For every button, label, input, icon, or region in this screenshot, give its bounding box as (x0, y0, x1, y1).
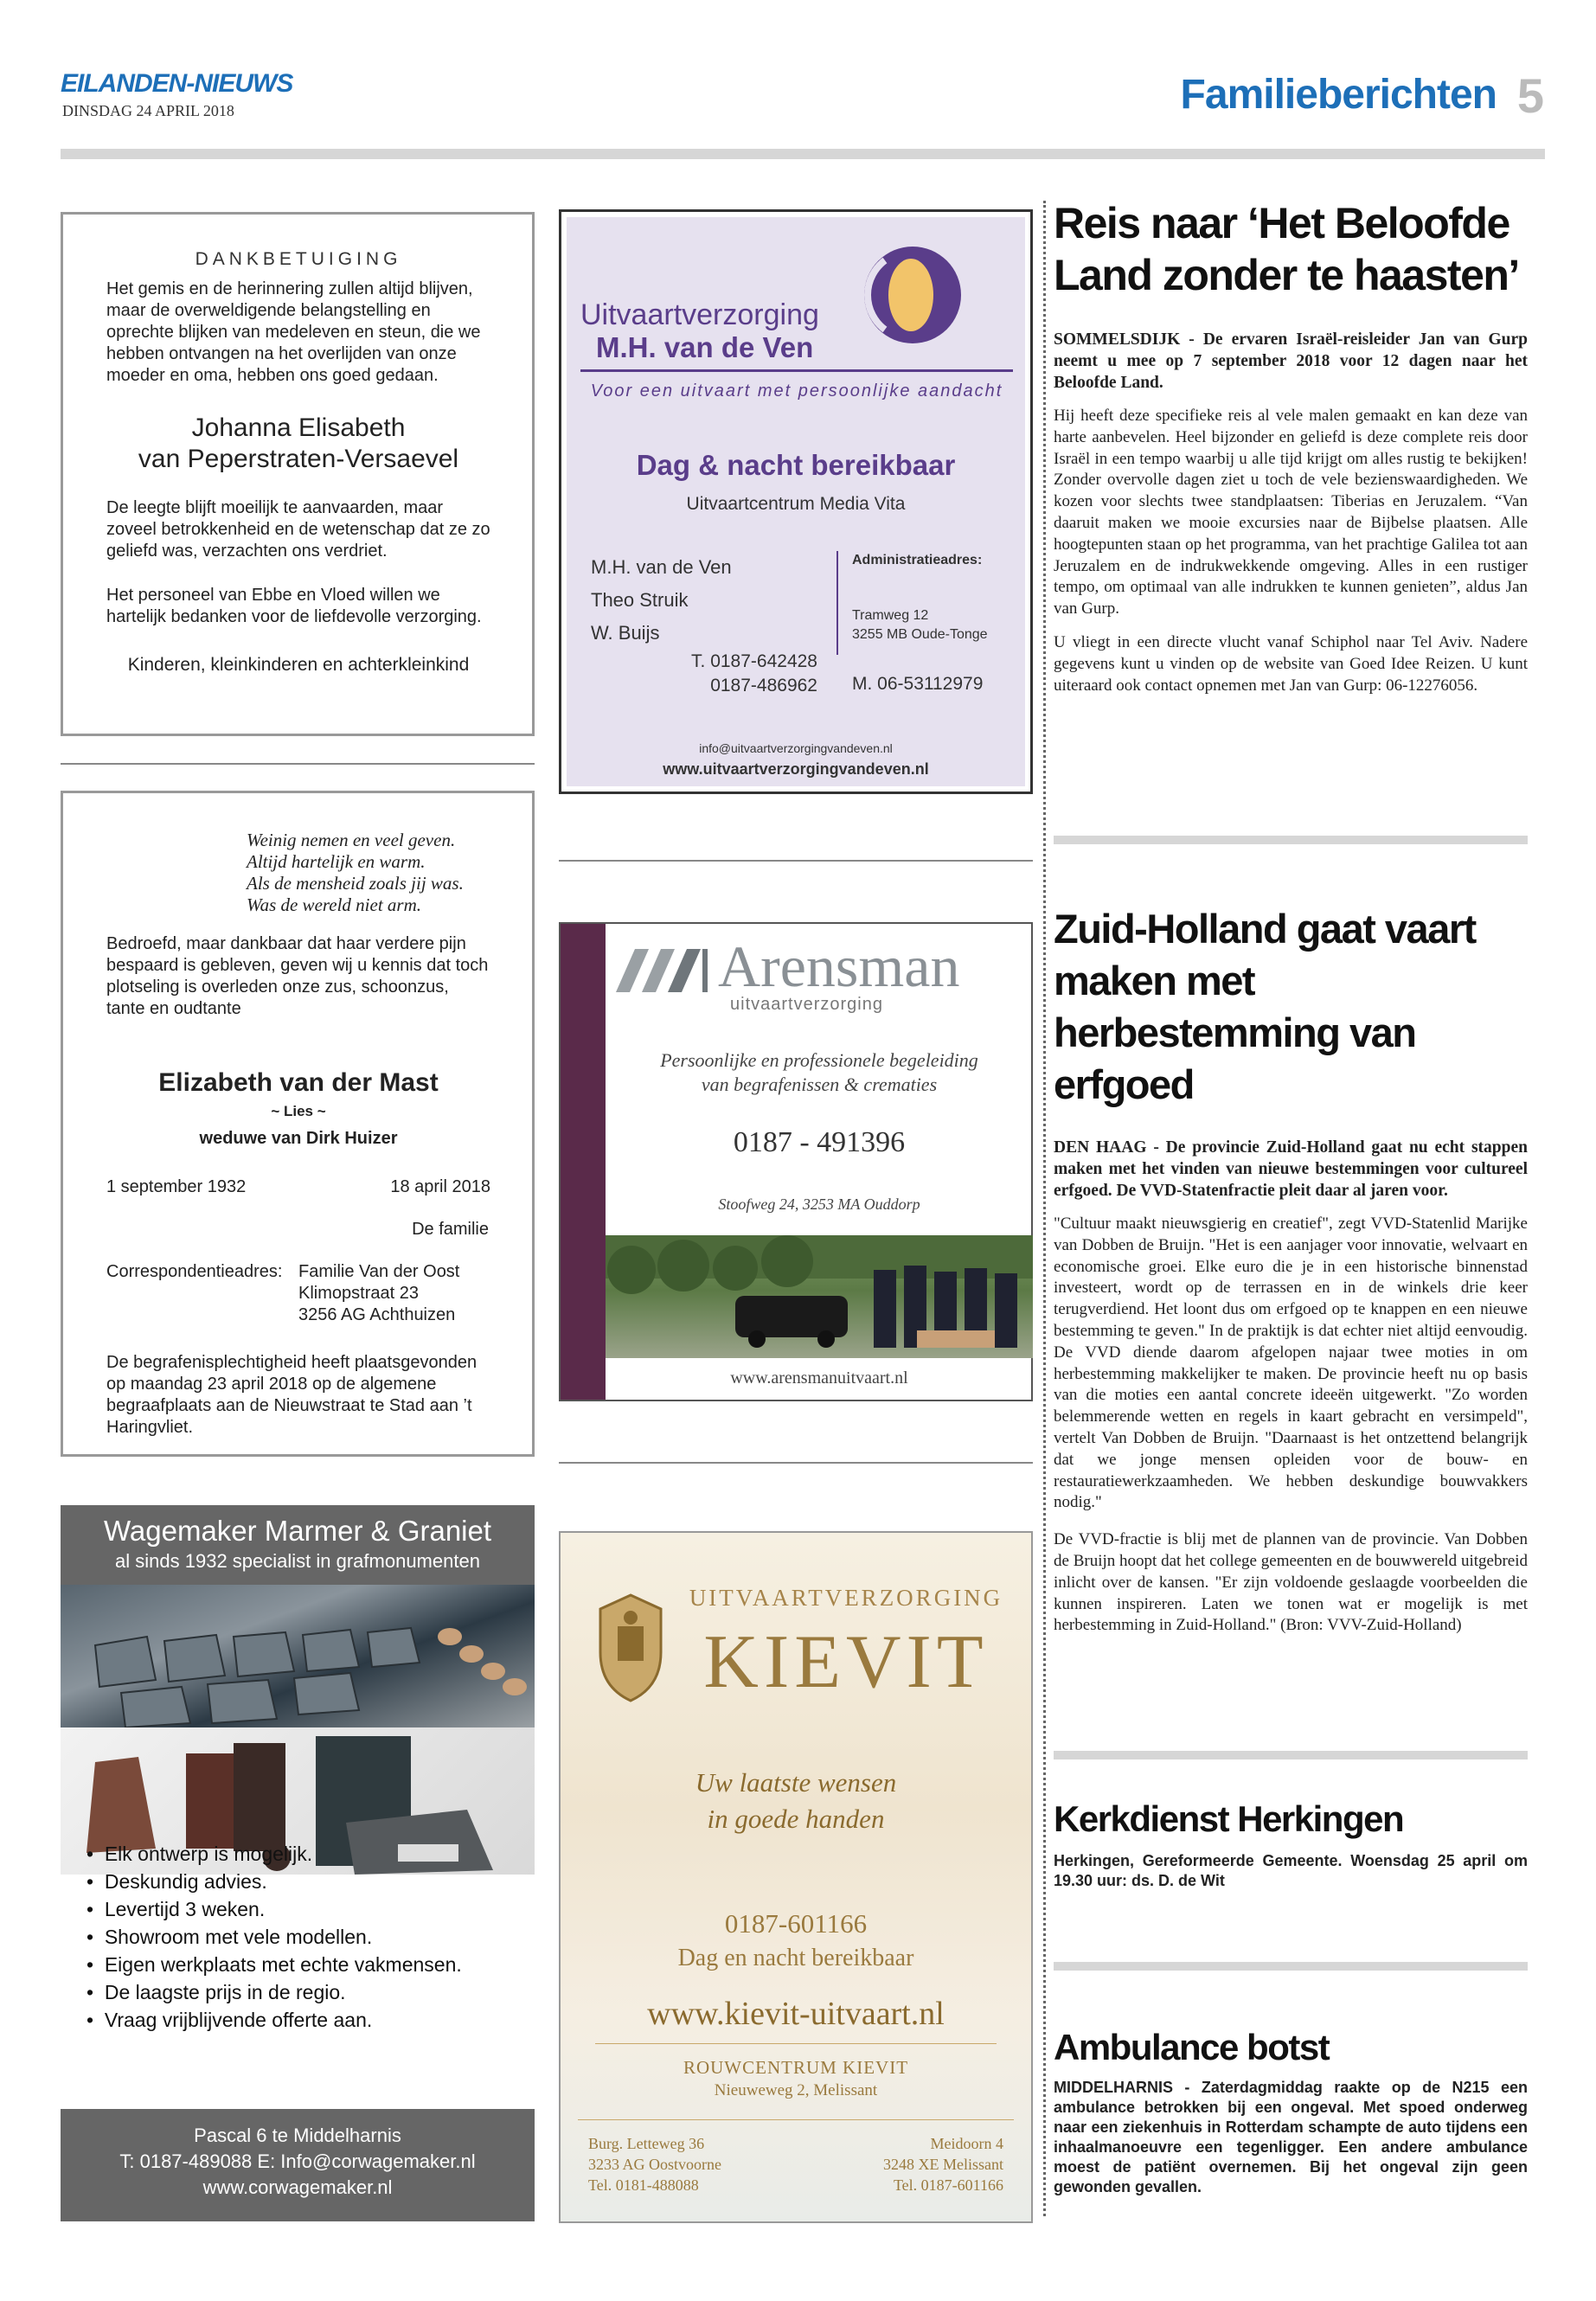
article-ambulance (1054, 2026, 1528, 2197)
poem-line: Als de mensheid zoals jij was. (247, 873, 464, 894)
tagline-line: van begrafenissen & crematies (701, 1074, 938, 1095)
obituary-dates (106, 1176, 490, 1198)
article-lead: Herkingen, Gereformeerde Gemeente. Woensdag 25 april om 19.30 uur: ds. D. de Wit (1054, 1852, 1528, 1889)
tagline-line: Uw laatste wensen (695, 1767, 897, 1798)
article-separator (1054, 836, 1528, 844)
vandeven-panel (567, 217, 1025, 786)
birth-date: 1 september 1932 (106, 1177, 247, 1196)
obituary-widow: weduwe van Dirk Huizer (199, 1129, 398, 1148)
vandeven-ad (559, 209, 1033, 794)
obituary-intro: Bedroefd, maar dankbaar dat haar verdere pijn bespaard is gebleven, geven wij u kennis dat toch plotseling is overleden onze zus, schoonzus, tante en oudtante (106, 934, 489, 1018)
bullet-item: • Levertijd 3 weken. (87, 1898, 266, 1920)
wagemaker-address: Pascal 6 te Middelharnis (194, 2125, 401, 2146)
poem-line: Weinig nemen en veel geven. (247, 830, 456, 850)
section-title: Familieberichten (1180, 72, 1497, 118)
masthead: EILANDEN-NIEUWS (61, 69, 293, 98)
vandeven-email[interactable]: info@uitvaartverzorgingvandeven.nl (699, 741, 893, 755)
kievit-website[interactable]: www.kievit-uitvaart.nl (647, 1996, 945, 2032)
kievit-rouwcentrum: ROUWCENTRUM KIEVIT (683, 2057, 909, 2078)
mobile-number: M. 06-53112979 (852, 674, 984, 694)
address-line: Burg. Letteweg 36 (588, 2135, 705, 2152)
wagemaker-title: Wagemaker Marmer & Graniet (103, 1515, 492, 1547)
poem-line: Altijd hartelijk en warm. (247, 851, 426, 872)
kievit-address-right (883, 2133, 1003, 2195)
admin-address (852, 606, 988, 644)
kievit-tagline (561, 1765, 1031, 1837)
bullet-item: • De laagste prijs in de regio. (87, 1981, 346, 2003)
kievit-address-left (588, 2133, 721, 2195)
article-body: U vliegt in een directe vlucht vanaf Schiphol naar Tel Aviv. Nadere gegevens kunt u vinden op de website van Goed Idee Reizen. U kunt uiteraard ook contact opnemen met Jan van Gurp: 06-12276056. (1054, 632, 1528, 695)
bullet-item: • Eigen werkplaats met echte vakmensen. (87, 1953, 462, 1976)
vandeven-available: Dag & nacht bereikbaar (636, 449, 956, 481)
correspondence-line: Klimopstraat 23 (298, 1284, 419, 1303)
wagemaker-bullets (61, 1840, 535, 2034)
tagline-line: in goede handen (707, 1804, 885, 1834)
cemetery-photo (61, 1585, 535, 1727)
vandeven-staff (591, 551, 732, 650)
admin-label: Administratieadres: (852, 553, 983, 567)
article-body: De VVD-fractie is blij met de plannen van de provincie. Van Dobben de Bruijn hoopt dat het college gemeenten en de bouwwereld uitgebreid inlicht over de kansen. "Er zijn voldoende geslaagde voorbeelden die kunnen inspireren. Laten we tonen wat er mogelijk is met herbestemming in Zuid-Holland." (Bron: VVV-Zuid-Holland) (1054, 1530, 1528, 1635)
kievit-rouwcentrum-address: Nieuweweg 2, Melissant (714, 2081, 878, 2099)
address-line: 3248 XE Melissant (883, 2156, 1003, 2173)
arensman-ad (559, 922, 1033, 1401)
wagemaker-subtitle: al sinds 1932 specialist in grafmonumenten (115, 1550, 480, 1572)
dankbetuiging-intro: Het gemis en de herinnering zullen altijd blijven, maar de overweldigende belangstelling en oprechte blijken van medeleven en steun, die we hebben ontvangen na het overlijden van onze moeder en oma, hebben ons goed gedaan. (106, 279, 481, 385)
article-headline: Reis naar ‘Het Beloofde Land zonder te haasten’ (1054, 199, 1519, 299)
vandeven-website[interactable]: www.uitvaartverzorgingvandeven.nl (663, 760, 929, 778)
article-lead: MIDDELHARNIS - Zaterdagmiddag raakte op de N215 een ambulance betrokken bij een ongeval. Met spoed onderweg naar een ziekenhuis in Rotterdam schampte de auto tijdens een inhaalmanoeuvre een tegenligger. Een andere ambulance moest de patiënt overnemen. Bij het ongeval zijn geen gewonden gevallen. (1054, 2079, 1528, 2195)
phone-number: T. 0187-642428 (691, 651, 817, 671)
arensman-address: Stoofweg 24, 3253 MA Ouddorp (718, 1195, 920, 1213)
kievit-crest-icon (592, 1592, 670, 1704)
bullet-item: • Vraag vrijblijvende offerte aan. (87, 2009, 373, 2031)
bullet-item: • Deskundig advies. (87, 1870, 267, 1893)
article-headline: Ambulance botst (1054, 2027, 1330, 2067)
vandeven-logo-icon (861, 243, 965, 347)
arensman-side-bar (561, 924, 606, 1400)
arensman-name: Arensman (718, 933, 960, 999)
wagemaker-ad (61, 1505, 535, 2221)
deceased-name-1: Johanna Elisabeth (191, 413, 406, 442)
correspondence (106, 1261, 490, 1326)
article-body: "Cultuur maakt nieuwsgierig en creatief", zegt VVD-Statenlid Marijke van Dobben de Bruijn. "Het is een aanjager voor innovatie, welvaart en economische groei. Elke euro die je in een historische binnenstad investeert, wordt op de terrassen en in de winkels drie keer terugverdiend. Het loont dus om erfgoed op te knappen en een nieuwe bestemming te geven." In de praktijk is dat echter niet altijd eenvoudig. De VVD diende daarom afgelopen najaar twee moties in om herbestemming makkelijker te maken. De provincie heeft nu op basis van die moties een aantal concrete ideeën uitgewerkt. "Zo worden belemmerende wetten en regels in kaart gebracht en versimpeld", vertelt Van Dobben de Bruijn. "Daarnaast is het ontzettend belangrijk dat we jonge mensen opleiden voor de bouw- en restauratiewerkzaamheden. We hebben deskundige bouwvakkers nodig." (1054, 1215, 1528, 1512)
wagemaker-website[interactable]: www.corwagemaker.nl (202, 2176, 393, 2198)
correspondence-line: Familie Van der Oost (298, 1262, 460, 1281)
address-line: Tel. 0181-488088 (588, 2176, 699, 2194)
kievit-name: KIEVIT (703, 1620, 989, 1704)
arensman-phone: 0187 - 491396 (733, 1126, 906, 1158)
obituary-ad (61, 791, 535, 1457)
obituary-poem (247, 830, 490, 916)
dankbetuiging-title: DANKBETUIGING (195, 249, 402, 269)
article-lead: SOMMELSDIJK - De ervaren Israël-reisleider Jan van Gurp neemt u mee op 7 september 2018 voor 12 dagen naar het Beloofde Land. (1054, 330, 1528, 392)
vandeven-centre: Uitvaartcentrum Media Vita (686, 494, 906, 514)
kievit-phone: 0187-601166 (724, 1908, 868, 1939)
dankbetuiging-para2: De leegte blijft moeilijk te aanvaarden, maar zoveel betrokkenheid en de wetenschap dat ze zo geliefd was, verzachten ons verdriet. (106, 498, 490, 561)
address-line: 3233 AG Oostvoorne (588, 2156, 721, 2173)
kievit-available: Dag en nacht bereikbaar (677, 1945, 914, 1971)
correspondence-line: 3256 AG Achthuizen (298, 1305, 456, 1324)
arensman-logo (616, 933, 1022, 1014)
kievit-label: UITVAARTVERZORGING (689, 1585, 1003, 1611)
obituary-family: De familie (412, 1220, 489, 1239)
vandeven-tagline: Voor een uitvaart met persoonlijke aandacht (590, 381, 1003, 401)
dankbetuiging-para3: Het personeel van Ebbe en Vloed willen we hartelijk bedanken voor de liefdevolle verzorging. (106, 586, 482, 626)
header-bar (61, 149, 1545, 159)
staff-name: Theo Struik (591, 589, 689, 611)
column-divider (1043, 201, 1046, 2216)
arensman-website[interactable]: www.arensmanuitvaart.nl (730, 1368, 908, 1388)
staff-name: M.H. van de Ven (591, 556, 732, 578)
funeral-notice: De begrafenisplechtigheid heeft plaatsgevonden op maandag 23 april 2018 op de algemene begraafplaats aan de Nieuwstraat te Stad aan ’t Haringvliet. (106, 1353, 478, 1437)
article-erfgoed (1054, 903, 1528, 1637)
arensman-sub: uitvaartverzorging (730, 995, 883, 1014)
separator (559, 1462, 1033, 1464)
article-israel (1054, 197, 1528, 696)
phone-number: 0187-486962 (710, 676, 817, 695)
kievit-ad (559, 1531, 1033, 2223)
hearse-procession-image (606, 1235, 1033, 1358)
dankbetuiging-ad (61, 212, 535, 736)
vandeven-name-1: Uitvaartverzorging (580, 298, 819, 331)
kievit-rule (578, 2119, 1014, 2120)
vandeven-name-2: M.H. van de Ven (596, 331, 814, 363)
page-number: 5 (1516, 68, 1544, 123)
address-line: Tel. 0187-601166 (893, 2176, 1003, 2194)
vandeven-rule (580, 369, 1013, 372)
article-lead: DEN HAAG - De provincie Zuid-Holland gaat nu echt stappen maken met het vinden van nieuwe bestemmingen voor cultureel erfgoed. De VVD-Statenfractie pleit daar al jaren voor. (1054, 1138, 1528, 1200)
kievit-rule (595, 2043, 997, 2044)
wagemaker-contact[interactable]: T: 0187-489088 E: Info@corwagemaker.nl (119, 2150, 476, 2172)
staff-name: W. Buijs (591, 622, 660, 644)
article-body: Hij heeft deze specifieke reis al vele malen gemaakt en kan deze van harte aanbevelen. Heel bijzonder en geliefd is deze complete reis door Israël in een tempo waarbij u alle tijd krijgt om alles rustig te bekijken! Zonder overvolle dagen ziet u toch de vele bezienswaardigheden. We kozen voor slechts twee standplaatsen: Tiberias en Jeruzalem. “Van daaruit maken we mooie excursies naar de Bijbelse plaatsen. Alle hoogtepunten staan op het programma, van het prachtige Galilea tot aan Jeruzalem en de indrukwekkende omgeving. Alles in een rustiger tempo, om optimaal van alle indrukken te kunnen genieten”, aldus Jan van Gurp. (1054, 407, 1528, 619)
tagline-line: Persoonlijke en professionele begeleiding (660, 1049, 978, 1071)
arensman-tagline (606, 1048, 1033, 1097)
separator (559, 860, 1033, 862)
obituary-name: Elizabeth van der Mast (158, 1068, 439, 1097)
vandeven-phones (644, 650, 817, 698)
address-line: Tramweg 12 (852, 608, 929, 623)
arensman-photo (606, 1235, 1033, 1358)
article-headline: Kerkdienst Herkingen (1054, 1798, 1404, 1839)
correspondence-label: Correspondentieadres: (106, 1262, 283, 1281)
address-line: 3255 MB Oude-Tonge (852, 627, 988, 642)
gravestones-image (61, 1585, 535, 1727)
address-line: Meidoorn 4 (930, 2135, 1003, 2152)
bullet-item: • Elk ontwerp is mogelijk. (87, 1843, 313, 1865)
issue-date: DINSDAG 24 APRIL 2018 (62, 102, 234, 119)
wagemaker-header (61, 1505, 535, 1585)
deceased-name-2: van Peperstraten-Versaevel (138, 445, 459, 473)
article-kerkdienst (1054, 1798, 1528, 1891)
death-date: 18 april 2018 (390, 1177, 490, 1196)
article-separator (1054, 1751, 1528, 1759)
dankbetuiging-signature: Kinderen, kleinkinderen en achterkleinkind (127, 655, 470, 675)
obituary-nickname: ~ Lies ~ (271, 1103, 326, 1119)
poem-line: Was de wereld niet arm. (247, 894, 422, 915)
separator (61, 763, 535, 765)
article-separator (1054, 1962, 1528, 1971)
bullet-item: • Showroom met vele modellen. (87, 1926, 373, 1948)
wagemaker-footer (61, 2109, 535, 2221)
article-headline: Zuid-Holland gaat vaart maken met herbestemming van erfgoed (1054, 906, 1476, 1107)
vandeven-divider (836, 551, 838, 655)
